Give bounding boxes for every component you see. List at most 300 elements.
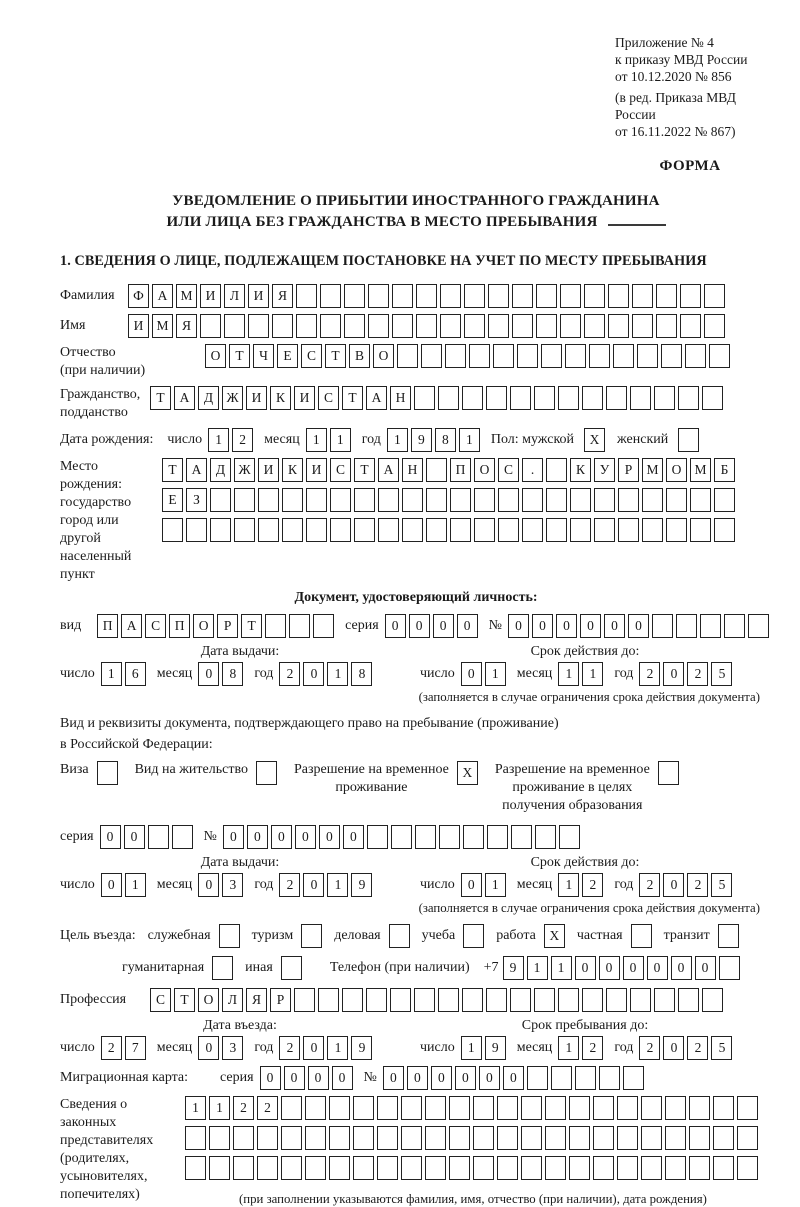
char-cell[interactable]: 1 xyxy=(327,662,348,686)
char-cell[interactable] xyxy=(258,488,279,512)
char-cell[interactable] xyxy=(511,825,532,849)
char-cell[interactable]: 2 xyxy=(639,662,660,686)
char-cell[interactable]: 2 xyxy=(279,873,300,897)
char-cell[interactable] xyxy=(618,488,639,512)
char-cell[interactable] xyxy=(305,1126,326,1150)
char-cell[interactable] xyxy=(608,284,629,308)
char-cell[interactable] xyxy=(425,1126,446,1150)
char-cell[interactable] xyxy=(546,488,567,512)
char-cell[interactable] xyxy=(162,518,183,542)
char-cell[interactable] xyxy=(594,488,615,512)
char-cell[interactable] xyxy=(593,1156,614,1180)
char-cell[interactable] xyxy=(401,1156,422,1180)
char-cell[interactable] xyxy=(366,988,387,1012)
char-cell[interactable] xyxy=(209,1126,230,1150)
char-cell[interactable] xyxy=(354,518,375,542)
char-cell[interactable] xyxy=(402,518,423,542)
char-cell[interactable] xyxy=(397,344,418,368)
char-cell[interactable] xyxy=(329,1156,350,1180)
char-cell[interactable]: Т xyxy=(150,386,171,410)
char-cell[interactable]: 0 xyxy=(580,614,601,638)
char-cell[interactable] xyxy=(487,825,508,849)
char-cell[interactable] xyxy=(282,518,303,542)
char-cell[interactable] xyxy=(414,988,435,1012)
study-checkbox[interactable] xyxy=(463,924,484,948)
char-cell[interactable]: 2 xyxy=(233,1096,254,1120)
char-cell[interactable] xyxy=(521,1096,542,1120)
char-cell[interactable] xyxy=(305,1096,326,1120)
char-cell[interactable] xyxy=(377,1156,398,1180)
char-cell[interactable]: И xyxy=(246,386,267,410)
char-cell[interactable] xyxy=(666,488,687,512)
char-cell[interactable]: 1 xyxy=(527,956,548,980)
char-cell[interactable]: 9 xyxy=(411,428,432,452)
char-cell[interactable] xyxy=(296,314,317,338)
char-cell[interactable] xyxy=(416,284,437,308)
char-cell[interactable] xyxy=(473,1126,494,1150)
char-cell[interactable]: Ж xyxy=(234,458,255,482)
char-cell[interactable] xyxy=(449,1156,470,1180)
char-cell[interactable] xyxy=(690,518,711,542)
char-cell[interactable] xyxy=(613,344,634,368)
char-cell[interactable]: 0 xyxy=(383,1066,404,1090)
char-cell[interactable]: Д xyxy=(210,458,231,482)
char-cell[interactable]: Я xyxy=(272,284,293,308)
char-cell[interactable]: П xyxy=(169,614,190,638)
char-cell[interactable]: 1 xyxy=(459,428,480,452)
char-cell[interactable] xyxy=(234,488,255,512)
char-cell[interactable]: 1 xyxy=(327,873,348,897)
char-cell[interactable] xyxy=(582,386,603,410)
char-cell[interactable]: Т xyxy=(342,386,363,410)
char-cell[interactable] xyxy=(521,1156,542,1180)
char-cell[interactable] xyxy=(426,458,447,482)
char-cell[interactable] xyxy=(654,386,675,410)
char-cell[interactable]: О xyxy=(666,458,687,482)
char-cell[interactable]: 1 xyxy=(327,1036,348,1060)
char-cell[interactable] xyxy=(186,518,207,542)
char-cell[interactable]: П xyxy=(450,458,471,482)
char-cell[interactable] xyxy=(709,344,730,368)
char-cell[interactable] xyxy=(510,988,531,1012)
char-cell[interactable] xyxy=(623,1066,644,1090)
char-cell[interactable]: 0 xyxy=(455,1066,476,1090)
char-cell[interactable]: 0 xyxy=(663,873,684,897)
char-cell[interactable] xyxy=(234,518,255,542)
char-cell[interactable] xyxy=(642,518,663,542)
char-cell[interactable]: Ф xyxy=(128,284,149,308)
char-cell[interactable] xyxy=(704,314,725,338)
char-cell[interactable] xyxy=(656,314,677,338)
char-cell[interactable]: 2 xyxy=(101,1036,122,1060)
char-cell[interactable]: 0 xyxy=(461,662,482,686)
char-cell[interactable] xyxy=(570,518,591,542)
char-cell[interactable] xyxy=(414,386,435,410)
char-cell[interactable]: 8 xyxy=(351,662,372,686)
char-cell[interactable]: 2 xyxy=(687,873,708,897)
char-cell[interactable] xyxy=(497,1096,518,1120)
char-cell[interactable]: С xyxy=(145,614,166,638)
char-cell[interactable] xyxy=(714,518,735,542)
char-cell[interactable]: 0 xyxy=(628,614,649,638)
char-cell[interactable] xyxy=(689,1126,710,1150)
char-cell[interactable] xyxy=(535,825,556,849)
char-cell[interactable] xyxy=(330,488,351,512)
char-cell[interactable] xyxy=(678,386,699,410)
char-cell[interactable]: 3 xyxy=(222,1036,243,1060)
char-cell[interactable]: М xyxy=(176,284,197,308)
char-cell[interactable] xyxy=(700,614,721,638)
char-cell[interactable] xyxy=(377,1126,398,1150)
char-cell[interactable] xyxy=(172,825,193,849)
char-cell[interactable] xyxy=(545,1156,566,1180)
char-cell[interactable]: 2 xyxy=(582,873,603,897)
char-cell[interactable] xyxy=(445,344,466,368)
char-cell[interactable] xyxy=(486,988,507,1012)
char-cell[interactable]: 0 xyxy=(695,956,716,980)
char-cell[interactable] xyxy=(377,1096,398,1120)
char-cell[interactable]: З xyxy=(186,488,207,512)
char-cell[interactable] xyxy=(497,1156,518,1180)
char-cell[interactable]: 0 xyxy=(247,825,268,849)
char-cell[interactable] xyxy=(522,488,543,512)
char-cell[interactable] xyxy=(296,284,317,308)
char-cell[interactable] xyxy=(527,1066,548,1090)
char-cell[interactable] xyxy=(200,314,221,338)
char-cell[interactable] xyxy=(353,1156,374,1180)
char-cell[interactable]: Ч xyxy=(253,344,274,368)
char-cell[interactable] xyxy=(608,314,629,338)
temp-residence-edu-checkbox[interactable] xyxy=(658,761,679,785)
char-cell[interactable]: И xyxy=(128,314,149,338)
char-cell[interactable] xyxy=(248,314,269,338)
char-cell[interactable]: 0 xyxy=(508,614,529,638)
char-cell[interactable] xyxy=(294,988,315,1012)
char-cell[interactable]: Т xyxy=(174,988,195,1012)
char-cell[interactable] xyxy=(575,1066,596,1090)
char-cell[interactable]: С xyxy=(318,386,339,410)
char-cell[interactable]: 5 xyxy=(711,1036,732,1060)
char-cell[interactable] xyxy=(713,1126,734,1150)
char-cell[interactable]: 0 xyxy=(663,662,684,686)
char-cell[interactable] xyxy=(521,1126,542,1150)
char-cell[interactable]: М xyxy=(642,458,663,482)
char-cell[interactable]: А xyxy=(186,458,207,482)
char-cell[interactable]: 2 xyxy=(687,662,708,686)
char-cell[interactable] xyxy=(713,1096,734,1120)
char-cell[interactable]: Т xyxy=(325,344,346,368)
char-cell[interactable] xyxy=(378,518,399,542)
char-cell[interactable]: 2 xyxy=(232,428,253,452)
char-cell[interactable] xyxy=(401,1126,422,1150)
char-cell[interactable]: П xyxy=(97,614,118,638)
char-cell[interactable] xyxy=(209,1156,230,1180)
char-cell[interactable]: О xyxy=(205,344,226,368)
char-cell[interactable] xyxy=(473,1096,494,1120)
char-cell[interactable] xyxy=(680,284,701,308)
char-cell[interactable]: Т xyxy=(354,458,375,482)
char-cell[interactable]: С xyxy=(330,458,351,482)
char-cell[interactable] xyxy=(289,614,310,638)
char-cell[interactable]: 0 xyxy=(303,662,324,686)
char-cell[interactable]: И xyxy=(258,458,279,482)
char-cell[interactable]: 9 xyxy=(503,956,524,980)
char-cell[interactable]: 0 xyxy=(271,825,292,849)
char-cell[interactable] xyxy=(353,1126,374,1150)
char-cell[interactable]: А xyxy=(174,386,195,410)
char-cell[interactable] xyxy=(440,314,461,338)
char-cell[interactable]: 0 xyxy=(343,825,364,849)
char-cell[interactable] xyxy=(305,1156,326,1180)
char-cell[interactable]: 0 xyxy=(198,873,219,897)
char-cell[interactable] xyxy=(353,1096,374,1120)
char-cell[interactable]: О xyxy=(193,614,214,638)
official-checkbox[interactable] xyxy=(219,924,240,948)
business-checkbox[interactable] xyxy=(389,924,410,948)
char-cell[interactable]: К xyxy=(570,458,591,482)
char-cell[interactable] xyxy=(510,386,531,410)
char-cell[interactable]: 0 xyxy=(433,614,454,638)
char-cell[interactable] xyxy=(680,314,701,338)
char-cell[interactable]: 0 xyxy=(319,825,340,849)
char-cell[interactable]: Д xyxy=(198,386,219,410)
char-cell[interactable] xyxy=(606,988,627,1012)
work-checkbox[interactable]: X xyxy=(544,924,565,948)
char-cell[interactable]: 2 xyxy=(279,1036,300,1060)
char-cell[interactable] xyxy=(344,314,365,338)
char-cell[interactable]: А xyxy=(378,458,399,482)
char-cell[interactable]: 1 xyxy=(209,1096,230,1120)
char-cell[interactable] xyxy=(488,314,509,338)
char-cell[interactable] xyxy=(690,488,711,512)
char-cell[interactable] xyxy=(551,1066,572,1090)
char-cell[interactable]: 1 xyxy=(558,662,579,686)
char-cell[interactable]: 1 xyxy=(551,956,572,980)
char-cell[interactable] xyxy=(719,956,740,980)
char-cell[interactable] xyxy=(589,344,610,368)
char-cell[interactable] xyxy=(282,488,303,512)
char-cell[interactable] xyxy=(545,1126,566,1150)
char-cell[interactable] xyxy=(392,314,413,338)
char-cell[interactable] xyxy=(320,284,341,308)
char-cell[interactable] xyxy=(713,1156,734,1180)
char-cell[interactable] xyxy=(517,344,538,368)
char-cell[interactable] xyxy=(464,314,485,338)
char-cell[interactable] xyxy=(210,518,231,542)
char-cell[interactable] xyxy=(641,1126,662,1150)
transit-checkbox[interactable] xyxy=(718,924,739,948)
char-cell[interactable] xyxy=(402,488,423,512)
char-cell[interactable]: 1 xyxy=(485,662,506,686)
char-cell[interactable] xyxy=(617,1096,638,1120)
char-cell[interactable]: 0 xyxy=(663,1036,684,1060)
char-cell[interactable] xyxy=(390,988,411,1012)
char-cell[interactable] xyxy=(560,284,581,308)
char-cell[interactable] xyxy=(654,988,675,1012)
char-cell[interactable] xyxy=(632,284,653,308)
char-cell[interactable] xyxy=(666,518,687,542)
char-cell[interactable]: 0 xyxy=(223,825,244,849)
char-cell[interactable]: 0 xyxy=(332,1066,353,1090)
char-cell[interactable] xyxy=(536,314,557,338)
char-cell[interactable]: 0 xyxy=(503,1066,524,1090)
char-cell[interactable]: Ж xyxy=(222,386,243,410)
char-cell[interactable] xyxy=(570,488,591,512)
char-cell[interactable] xyxy=(354,488,375,512)
char-cell[interactable] xyxy=(594,518,615,542)
char-cell[interactable] xyxy=(546,458,567,482)
char-cell[interactable] xyxy=(185,1126,206,1150)
char-cell[interactable]: 8 xyxy=(435,428,456,452)
char-cell[interactable] xyxy=(559,825,580,849)
char-cell[interactable] xyxy=(392,284,413,308)
char-cell[interactable] xyxy=(368,314,389,338)
char-cell[interactable] xyxy=(569,1126,590,1150)
char-cell[interactable] xyxy=(330,518,351,542)
char-cell[interactable] xyxy=(661,344,682,368)
char-cell[interactable] xyxy=(702,988,723,1012)
char-cell[interactable] xyxy=(606,386,627,410)
char-cell[interactable]: М xyxy=(152,314,173,338)
other-checkbox[interactable] xyxy=(281,956,302,980)
char-cell[interactable] xyxy=(368,284,389,308)
char-cell[interactable] xyxy=(724,614,745,638)
char-cell[interactable]: К xyxy=(282,458,303,482)
char-cell[interactable] xyxy=(344,284,365,308)
char-cell[interactable]: 2 xyxy=(639,1036,660,1060)
char-cell[interactable]: О xyxy=(474,458,495,482)
char-cell[interactable] xyxy=(185,1156,206,1180)
char-cell[interactable] xyxy=(421,344,442,368)
char-cell[interactable] xyxy=(378,488,399,512)
char-cell[interactable]: Т xyxy=(229,344,250,368)
char-cell[interactable] xyxy=(702,386,723,410)
char-cell[interactable]: 1 xyxy=(306,428,327,452)
char-cell[interactable] xyxy=(630,988,651,1012)
char-cell[interactable] xyxy=(584,314,605,338)
char-cell[interactable] xyxy=(416,314,437,338)
char-cell[interactable]: 0 xyxy=(303,1036,324,1060)
char-cell[interactable] xyxy=(281,1156,302,1180)
char-cell[interactable] xyxy=(438,988,459,1012)
char-cell[interactable] xyxy=(676,614,697,638)
char-cell[interactable] xyxy=(652,614,673,638)
char-cell[interactable] xyxy=(449,1126,470,1150)
char-cell[interactable]: 1 xyxy=(461,1036,482,1060)
char-cell[interactable]: 1 xyxy=(125,873,146,897)
char-cell[interactable] xyxy=(593,1126,614,1150)
char-cell[interactable] xyxy=(545,1096,566,1120)
char-cell[interactable] xyxy=(233,1126,254,1150)
char-cell[interactable] xyxy=(748,614,769,638)
char-cell[interactable] xyxy=(632,314,653,338)
visa-checkbox[interactable] xyxy=(97,761,118,785)
char-cell[interactable]: 0 xyxy=(556,614,577,638)
char-cell[interactable] xyxy=(582,988,603,1012)
char-cell[interactable] xyxy=(486,386,507,410)
char-cell[interactable] xyxy=(641,1096,662,1120)
char-cell[interactable] xyxy=(534,386,555,410)
char-cell[interactable] xyxy=(689,1156,710,1180)
char-cell[interactable]: 0 xyxy=(461,873,482,897)
char-cell[interactable]: И xyxy=(248,284,269,308)
char-cell[interactable] xyxy=(488,284,509,308)
char-cell[interactable]: С xyxy=(150,988,171,1012)
char-cell[interactable] xyxy=(665,1156,686,1180)
char-cell[interactable]: У xyxy=(594,458,615,482)
char-cell[interactable]: 9 xyxy=(351,1036,372,1060)
char-cell[interactable] xyxy=(439,825,460,849)
char-cell[interactable] xyxy=(593,1096,614,1120)
char-cell[interactable]: Н xyxy=(402,458,423,482)
char-cell[interactable]: А xyxy=(152,284,173,308)
char-cell[interactable]: 1 xyxy=(558,873,579,897)
char-cell[interactable]: 0 xyxy=(407,1066,428,1090)
char-cell[interactable]: Т xyxy=(162,458,183,482)
char-cell[interactable] xyxy=(233,1156,254,1180)
char-cell[interactable] xyxy=(565,344,586,368)
char-cell[interactable] xyxy=(462,988,483,1012)
char-cell[interactable]: 1 xyxy=(101,662,122,686)
char-cell[interactable] xyxy=(630,386,651,410)
char-cell[interactable]: 1 xyxy=(330,428,351,452)
char-cell[interactable]: С xyxy=(301,344,322,368)
char-cell[interactable] xyxy=(415,825,436,849)
char-cell[interactable]: 0 xyxy=(303,873,324,897)
char-cell[interactable]: Я xyxy=(176,314,197,338)
char-cell[interactable]: К xyxy=(270,386,291,410)
char-cell[interactable] xyxy=(265,614,286,638)
char-cell[interactable] xyxy=(449,1096,470,1120)
sex-male-checkbox[interactable]: X xyxy=(584,428,605,452)
char-cell[interactable]: 8 xyxy=(222,662,243,686)
char-cell[interactable]: И xyxy=(306,458,327,482)
char-cell[interactable]: 1 xyxy=(208,428,229,452)
char-cell[interactable] xyxy=(148,825,169,849)
char-cell[interactable]: 1 xyxy=(558,1036,579,1060)
sex-female-checkbox[interactable] xyxy=(678,428,699,452)
char-cell[interactable]: Н xyxy=(390,386,411,410)
char-cell[interactable] xyxy=(536,284,557,308)
char-cell[interactable] xyxy=(329,1126,350,1150)
char-cell[interactable]: 0 xyxy=(124,825,145,849)
char-cell[interactable] xyxy=(210,488,231,512)
char-cell[interactable] xyxy=(498,518,519,542)
char-cell[interactable]: 0 xyxy=(295,825,316,849)
char-cell[interactable] xyxy=(522,518,543,542)
char-cell[interactable]: . xyxy=(522,458,543,482)
char-cell[interactable] xyxy=(306,488,327,512)
char-cell[interactable] xyxy=(426,518,447,542)
char-cell[interactable]: 5 xyxy=(711,873,732,897)
char-cell[interactable] xyxy=(258,518,279,542)
char-cell[interactable] xyxy=(464,284,485,308)
char-cell[interactable] xyxy=(440,284,461,308)
char-cell[interactable] xyxy=(714,488,735,512)
char-cell[interactable]: О xyxy=(198,988,219,1012)
char-cell[interactable] xyxy=(281,1096,302,1120)
char-cell[interactable] xyxy=(737,1096,758,1120)
char-cell[interactable] xyxy=(512,314,533,338)
char-cell[interactable]: 0 xyxy=(101,873,122,897)
char-cell[interactable] xyxy=(642,488,663,512)
char-cell[interactable] xyxy=(318,988,339,1012)
tourism-checkbox[interactable] xyxy=(301,924,322,948)
char-cell[interactable] xyxy=(599,1066,620,1090)
char-cell[interactable]: И xyxy=(294,386,315,410)
char-cell[interactable] xyxy=(257,1156,278,1180)
char-cell[interactable] xyxy=(426,488,447,512)
